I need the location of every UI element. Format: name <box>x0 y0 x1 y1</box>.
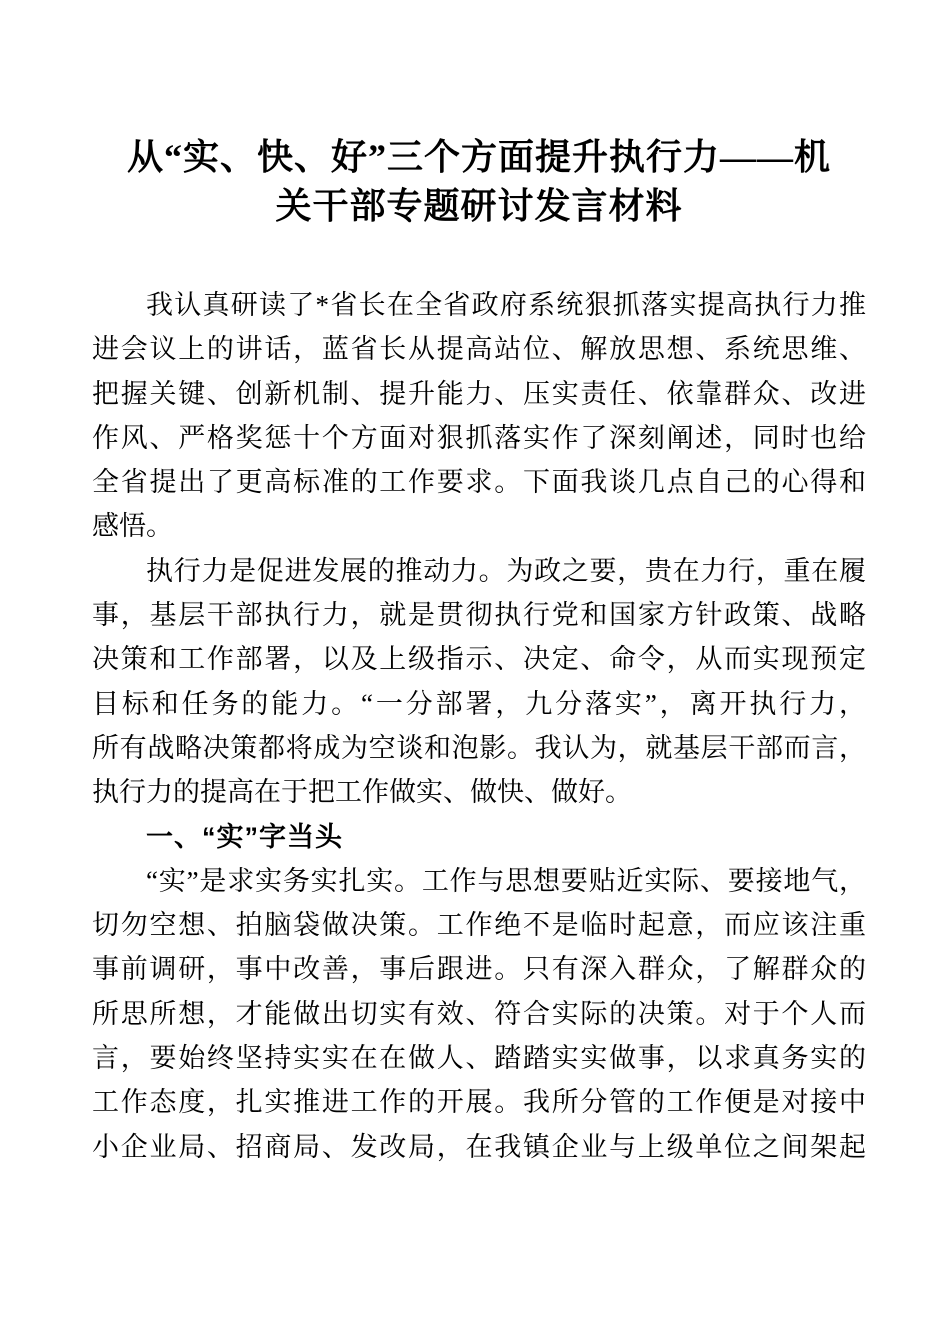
paragraph-3-line-6: 工作态度，扎实推进工作的开展。我所分管的工作便是对接中 <box>92 1087 866 1118</box>
paragraph-2-line-2: 事，基层干部执行力，就是贯彻执行党和国家方针政策、战略 <box>92 600 866 631</box>
title-line-2: 关干部专题研讨发言材料 <box>275 186 683 226</box>
paragraph-3-line-5: 言，要始终坚持实实在在做人、踏踏实实做事，以求真务实的 <box>92 1043 866 1074</box>
title-line-1: 从“实、快、好”三个方面提升执行力——机 <box>126 137 831 177</box>
paragraph-3-line-3: 事前调研，事中改善，事后跟进。只有深入群众，了解群众的 <box>92 954 866 985</box>
paragraph-2-line-5: 所有战略决策都将成为空谈和泡影。我认为，就基层干部而言， <box>92 732 866 763</box>
paragraph-1-line-5: 全省提出了更高标准的工作要求。下面我谈几点自己的心得和 <box>92 467 866 498</box>
paragraph-1-line-2: 进会议上的讲话，蓝省长从提高站位、解放思想、系统思维、 <box>92 334 866 365</box>
paragraph-2-line-6: 执行力的提高在于把工作做实、做快、做好。 <box>92 777 632 808</box>
paragraph-3-line-7: 小企业局、招商局、发改局，在我镇企业与上级单位之间架起 <box>92 1131 866 1162</box>
paragraph-2-line-4: 目标和任务的能力。“一分部署，九分落实”，离开执行力， <box>92 688 866 719</box>
paragraph-1-line-4: 作风、严格奖惩十个方面对狠抓落实作了深刻阐述，同时也给 <box>92 422 866 453</box>
section-heading-1: 一、“实”字当头 <box>146 821 343 852</box>
paragraph-2-line-3: 决策和工作部署，以及上级指示、决定、命令，从而实现预定 <box>92 644 866 675</box>
paragraph-1-line-3: 把握关键、创新机制、提升能力、压实责任、依靠群众、改进 <box>92 378 866 409</box>
paragraph-3-line-2: 切勿空想、拍脑袋做决策。工作绝不是临时起意，而应该注重 <box>92 910 866 941</box>
paragraph-3-line-4: 所思所想，才能做出切实有效、符合实际的决策。对于个人而 <box>92 998 866 1029</box>
paragraph-1-line-1: 我认真研读了*省长在全省政府系统狠抓落实提高执行力推 <box>146 290 866 320</box>
paragraph-2-line-1: 执行力是促进发展的推动力。为政之要，贵在力行，重在履 <box>146 555 866 586</box>
document-body <box>92 283 866 1169</box>
paragraph-3-line-1: “实”是求实务实扎实。工作与思想要贴近实际、要接地气， <box>146 865 866 896</box>
document-title <box>92 133 866 231</box>
paragraph-1-line-6: 感悟。 <box>92 511 173 542</box>
